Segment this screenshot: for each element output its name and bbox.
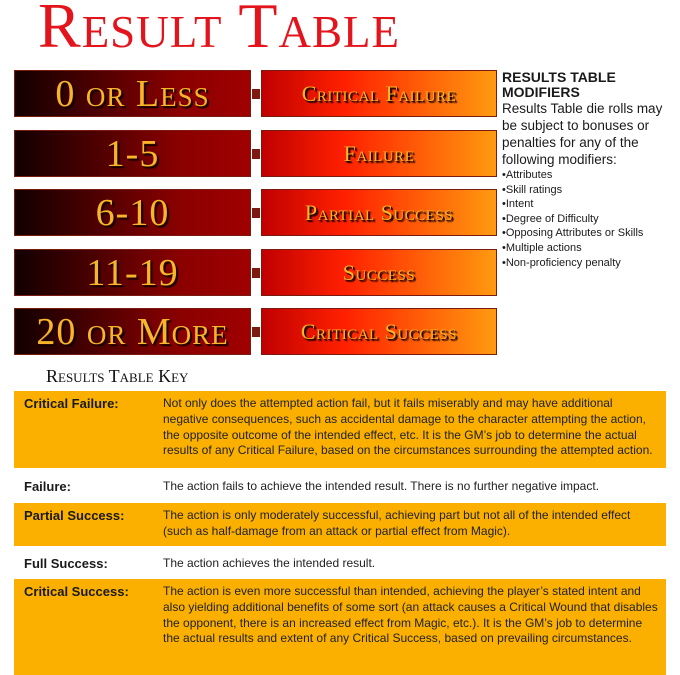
roll-result: Success <box>261 249 497 296</box>
key-title: Results Table Key <box>46 366 189 386</box>
modifiers-panel <box>502 70 680 270</box>
roll-range: 11-19 <box>14 249 251 296</box>
modifier-item: •Intent <box>502 198 534 211</box>
roll-result: Partial Success <box>261 189 497 236</box>
connector <box>252 268 260 278</box>
roll-result: Failure <box>261 130 497 177</box>
key-row <box>14 579 666 675</box>
roll-range: 1-5 <box>14 130 251 177</box>
roll-range: 6-10 <box>14 189 251 236</box>
modifier-item: •Non-proficiency penalty <box>502 256 621 269</box>
key-term: Critical Failure: <box>24 396 119 411</box>
key-term: Critical Success: <box>24 584 129 599</box>
roll-result: Critical Failure <box>261 70 497 117</box>
connector <box>252 149 260 159</box>
key-desc: The action is only moderately successful, achieving part but not all of the intended effect (such as half-damage from an attack or partial effect from Magic). <box>163 508 631 538</box>
key-row <box>14 503 666 546</box>
connector <box>252 327 260 337</box>
key-row <box>14 474 666 498</box>
roll-range: 20 or More <box>14 308 251 355</box>
key-term: Failure: <box>24 479 71 494</box>
modifier-item: •Skill ratings <box>502 183 563 196</box>
key-term: Full Success: <box>24 556 108 571</box>
page-title: Result Table <box>38 0 400 61</box>
modifier-item: •Degree of Difficulty <box>502 212 599 225</box>
modifier-item: •Opposing Attributes or Skills <box>502 227 644 240</box>
modifiers-list <box>502 168 680 270</box>
key-desc: The action fails to achieve the intended result. There is no further negative impact. <box>163 479 600 493</box>
key-term: Partial Success: <box>24 508 125 523</box>
modifiers-intro: Results Table die rolls may be subject to bonuses or penalties for any of the following modifiers: <box>502 101 663 167</box>
connector <box>252 89 260 99</box>
key-row <box>14 551 666 575</box>
roll-result: Critical Success <box>261 308 497 355</box>
key-desc: The action is even more successful than intended, achieving the player’s stated intent and also yielding additional benefits of some sort (an attack causes a Critical Wound that disables the opponent, there is an increased effect from Magic, etc.). It is the GM’s job to determine the actual results and extent of any Critical Success, based on prevailing circumstances. <box>163 584 658 646</box>
roll-range: 0 or Less <box>14 70 251 117</box>
key-desc: Not only does the attempted action fail, but it fails miserably and may have additional negative consequences, such as accidental damage to the character attempting the action, the opposite outcome of the intended effect, etc. It is the GM’s job to determine the actual results of any Critical Failure, based on the circumstances surrounding the attempted action. <box>163 396 653 458</box>
modifiers-heading: RESULTS TABLE MODIFIERS <box>502 69 616 100</box>
modifier-item: •Attributes <box>502 169 553 181</box>
connector <box>252 208 260 218</box>
key-row <box>14 391 666 468</box>
modifier-item: •Multiple actions <box>502 241 582 254</box>
key-desc: The action achieves the intended result. <box>163 556 376 570</box>
